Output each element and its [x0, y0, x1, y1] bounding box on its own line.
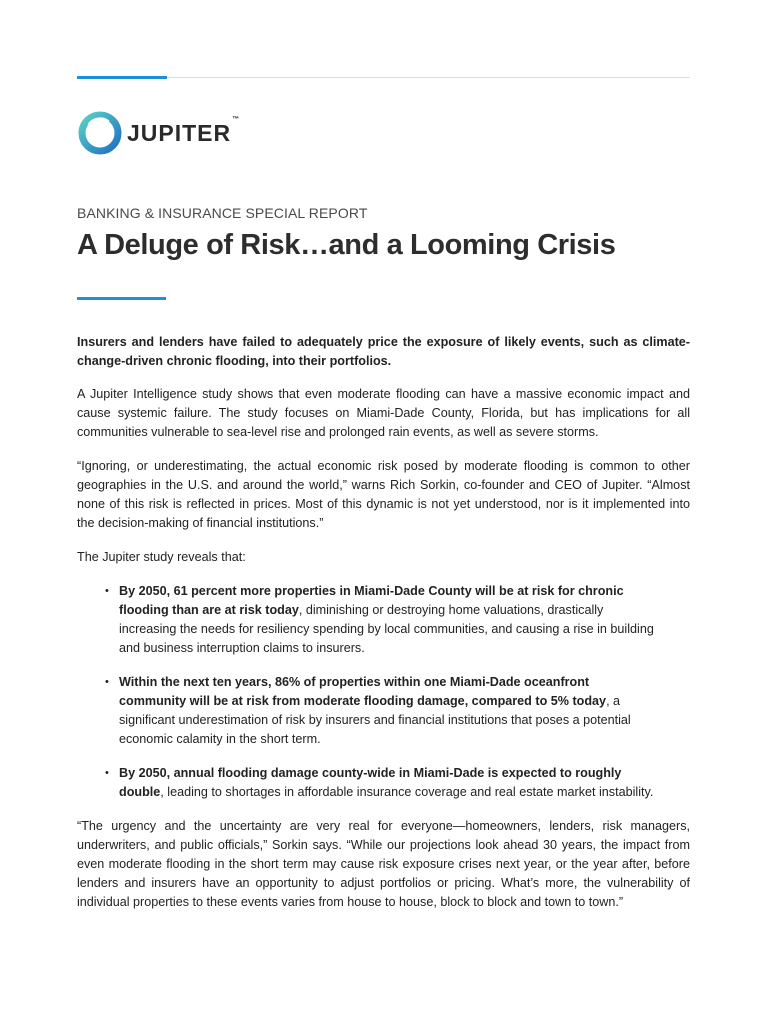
lede-paragraph: Insurers and lenders have failed to adequately price the exposure of likely events, such as climate-change-driven chronic flooding, into their portfolios.: [77, 335, 690, 368]
finding-detail: , a significant underestimation of risk by insurers and financial institutions that poses a potential economic calamity in the short term.: [119, 694, 631, 746]
top-divider-accent: [77, 76, 167, 79]
finding-highlight: By 2050, annual flooding damage county-wide in Miami-Dade is expected to roughly double: [119, 766, 622, 799]
trademark-symbol: ™: [232, 115, 241, 123]
findings-intro: The Jupiter study reveals that:: [77, 550, 246, 564]
finding-detail: , leading to shortages in affordable insurance coverage and real estate market instability.: [160, 785, 654, 799]
top-divider: [77, 77, 690, 78]
body-paragraph: A Jupiter Intelligence study shows that even moderate flooding can have a massive economic impact and cause systemic failure. The study focuses on Miami-Dade County, Florida, but has implications for all communities vulnerable to sea-level rise and prolonged rain events, as well as severe storms.: [77, 387, 690, 439]
finding-highlight: By 2050, 61 percent more properties in Miami-Dade County will be at risk for chronic flooding than are at risk today: [119, 584, 624, 617]
finding-item: [105, 673, 654, 749]
article-body: [77, 333, 690, 927]
jupiter-logo: [77, 110, 240, 156]
quote-paragraph: “Ignoring, or underestimating, the actual economic risk posed by moderate flooding is common to other geographies in the U.S. and around the world,” warns Rich Sorkin, co-founder and CEO of Jupiter. “Almost none of this risk is reflected in prices. Most of this dynamic is not yet understood, nor is it implemented into the decision-making of financial institutions.”: [77, 459, 690, 530]
finding-item: [105, 764, 654, 802]
finding-detail: , diminishing or destroying home valuations, drastically increasing the needs for resiliency spending by local communities, and causing a rise in building and business interruption claims to insurers.: [119, 603, 654, 655]
finding-highlight: Within the next ten years, 86% of properties within one Miami-Dade oceanfront community will be at risk from moderate flooding damage, compared to 5% today: [119, 675, 607, 708]
title-accent-rule: [77, 297, 166, 300]
findings-list: [77, 582, 690, 802]
report-kicker: BANKING & INSURANCE SPECIAL REPORT: [77, 205, 368, 221]
closing-quote-paragraph: “The urgency and the uncertainty are very real for everyone—homeowners, lenders, risk managers, underwriters, and public officials,” Sorkin says. “While our projections look ahead 30 years, the impact from even moderate flooding in the short term may cause risk exposure crises next year, or the year after, before lenders and insurers have an opportunity to adjust portfolios or pricing. What’s more, the vulnerability of individual properties to these events varies from house to house, block to block and town to town.”: [77, 819, 690, 909]
page-title: A Deluge of Risk…and a Looming Crisis: [77, 229, 616, 261]
finding-item: [105, 582, 654, 658]
jupiter-ring-icon: [77, 110, 123, 156]
logo-wordmark: JUPITER™: [127, 115, 241, 146]
